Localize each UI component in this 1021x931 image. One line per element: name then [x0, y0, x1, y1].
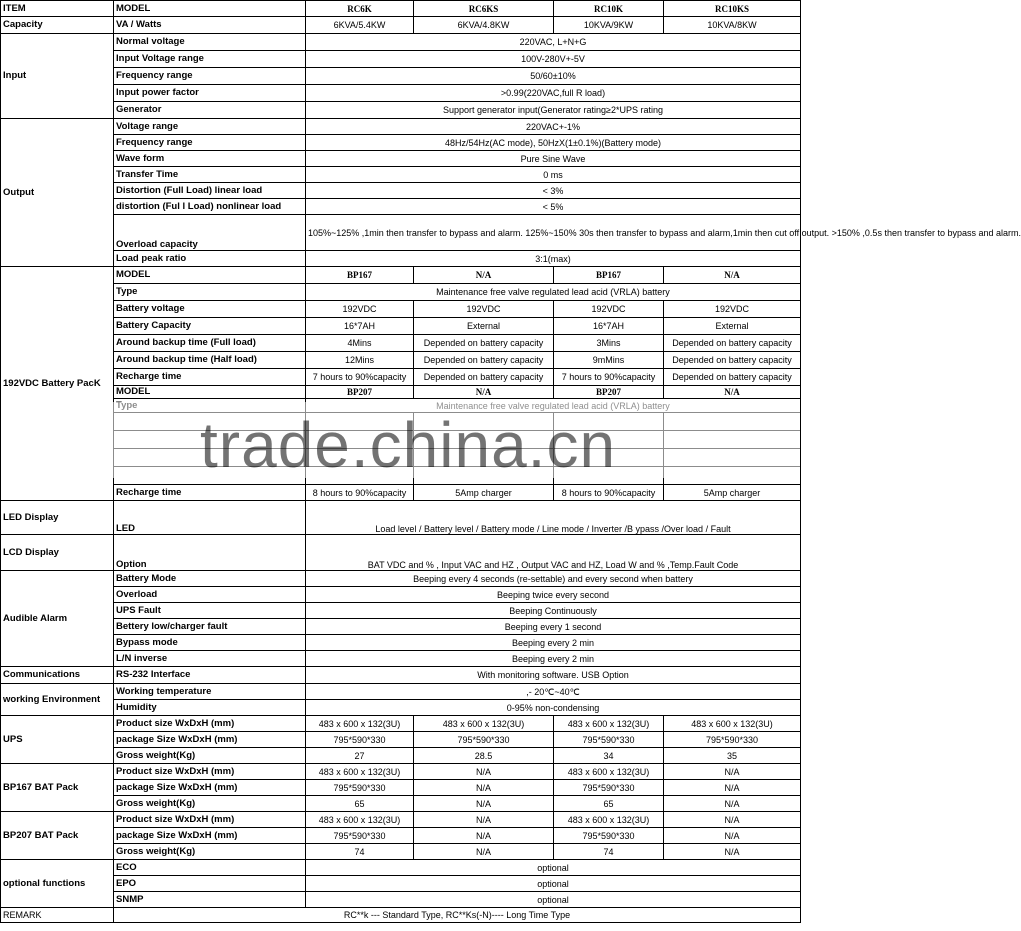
item-header: ITEM — [1, 1, 114, 17]
spec-value: Depended on battery capacity — [414, 335, 554, 352]
table-row — [1, 635, 801, 651]
table-row — [1, 301, 801, 318]
table-row — [1, 700, 801, 716]
category-label: Capacity — [1, 17, 114, 34]
spec-value: 10KVA/9KW — [554, 17, 664, 34]
spec-value: N/A — [414, 796, 554, 812]
table-row — [1, 667, 801, 684]
item-label: Wave form — [114, 151, 306, 167]
spec-value: 100V-280V+-5V — [306, 51, 801, 68]
item-label: Load peak ratio — [114, 251, 306, 267]
spec-value: < 5% — [306, 199, 801, 215]
model-name: RC6K — [306, 1, 414, 17]
spec-value: N/A — [414, 844, 554, 860]
item-label: Distortion (Full Load) linear load — [114, 183, 306, 199]
table-row — [1, 386, 801, 399]
spec-value: Depended on battery capacity — [664, 352, 801, 369]
spec-value: 12Mins — [306, 352, 414, 369]
item-label: Gross weight(Kg) — [114, 844, 306, 860]
table-row — [1, 535, 801, 571]
table-row — [1, 603, 801, 619]
category-label: working Environment — [1, 684, 114, 716]
table-row — [1, 796, 801, 812]
spec-value: N/A — [414, 386, 554, 399]
spec-value: N/A — [664, 267, 801, 284]
table-row — [1, 619, 801, 635]
remark-value: RC**k --- Standard Type, RC**Ks(-N)---- Long Time Type — [114, 908, 801, 923]
table-row — [1, 892, 801, 908]
spec-value: BP167 — [306, 267, 414, 284]
item-label: MODEL — [114, 267, 306, 284]
spec-value: N/A — [414, 780, 554, 796]
table-row — [1, 251, 801, 267]
spec-value: Maintenance free valve regulated lead acid (VRLA) battery — [306, 284, 801, 301]
spec-value: 5Amp charger — [664, 485, 801, 501]
table-row — [1, 318, 801, 335]
spec-value: 795*590*330 — [306, 780, 414, 796]
spec-value: 35 — [664, 748, 801, 764]
spec-value: 0 ms — [306, 167, 801, 183]
table-row — [1, 780, 801, 796]
item-label: UPS Fault — [114, 603, 306, 619]
spec-value: 795*590*330 — [664, 732, 801, 748]
spec-value: Beeping every 2 min — [306, 651, 801, 667]
item-label: Humidity — [114, 700, 306, 716]
table-row — [1, 102, 801, 119]
item-label: LED — [114, 501, 306, 535]
spec-value: 74 — [554, 844, 664, 860]
item-label: Generator — [114, 102, 306, 119]
spec-value: 65 — [306, 796, 414, 812]
item-label: Battery Capacity — [114, 318, 306, 335]
remark-label: REMARK — [1, 908, 114, 923]
item-label: package Size WxDxH (mm) — [114, 732, 306, 748]
spec-value: N/A — [664, 386, 801, 399]
category-label: LCD Display — [1, 535, 114, 571]
table-row — [1, 119, 801, 135]
spec-value: 483 x 600 x 132(3U) — [554, 812, 664, 828]
spec-value: optional — [306, 860, 801, 876]
spec-value: N/A — [664, 764, 801, 780]
item-label: Battery Mode — [114, 571, 306, 587]
spec-value: 220VAC, L+N+G — [306, 34, 801, 51]
table-row — [1, 876, 801, 892]
spec-value: 28.5 — [414, 748, 554, 764]
spec-value: Depended on battery capacity — [664, 335, 801, 352]
item-label: package Size WxDxH (mm) — [114, 828, 306, 844]
spec-value: >0.99(220VAC,full R load) — [306, 85, 801, 102]
spec-value: N/A — [414, 267, 554, 284]
spec-value: 74 — [306, 844, 414, 860]
spec-value: 192VDC — [664, 301, 801, 318]
spec-value: 0-95% non-condensing — [306, 700, 801, 716]
item-label: Input Voltage range — [114, 51, 306, 68]
item-label: EPO — [114, 876, 306, 892]
spec-value: BP207 — [306, 386, 414, 399]
spec-value: Beeping every 2 min — [306, 635, 801, 651]
spec-value: optional — [306, 876, 801, 892]
spec-value: 192VDC — [306, 301, 414, 318]
table-row — [1, 34, 801, 51]
item-label: Input power factor — [114, 85, 306, 102]
spec-value: 483 x 600 x 132(3U) — [554, 764, 664, 780]
spec-value: Pure Sine Wave — [306, 151, 801, 167]
table-row — [1, 908, 801, 923]
item-label: Recharge time — [114, 485, 306, 501]
item-label: Bettery low/charger fault — [114, 619, 306, 635]
table-row — [1, 51, 801, 68]
table-row — [1, 571, 801, 587]
spec-value: 3:1(max) — [306, 251, 801, 267]
item-label: distortion (Ful l Load) nonlinear load — [114, 199, 306, 215]
spec-value: External — [664, 318, 801, 335]
item-label: Gross weight(Kg) — [114, 796, 306, 812]
spec-value: 483 x 600 x 132(3U) — [306, 812, 414, 828]
spec-value: Beeping every 1 second — [306, 619, 801, 635]
spec-value: 10KVA/8KW — [664, 17, 801, 34]
spec-value: 483 x 600 x 132(3U) — [414, 716, 554, 732]
spec-value: BP167 — [554, 267, 664, 284]
table-row — [1, 284, 801, 301]
spec-value: 16*7AH — [306, 318, 414, 335]
model-header: MODEL — [114, 1, 306, 17]
item-label: Frequency range — [114, 135, 306, 151]
model-name: RC10K — [554, 1, 664, 17]
table-row — [1, 85, 801, 102]
spec-value: 6KVA/4.8KW — [414, 17, 554, 34]
category-label: BP207 BAT Pack — [1, 812, 114, 860]
table-row — [1, 651, 801, 667]
spec-value: 483 x 600 x 132(3U) — [306, 716, 414, 732]
table-row — [1, 812, 801, 828]
spec-value: 9mMins — [554, 352, 664, 369]
table-row — [1, 135, 801, 151]
spec-value: 105%~125% ,1min then transfer to bypass and alarm. 125%~150% 30s then transfer to bypass and alarm,1min then cut off output. >150% ,0.5s then transfer to bypass and alarm. — [306, 215, 801, 251]
item-label: Product size WxDxH (mm) — [114, 812, 306, 828]
item-label: Around backup time (Full load) — [114, 335, 306, 352]
spec-value: With monitoring software. USB Option — [306, 667, 801, 684]
category-label: 192VDC Battery PacK — [1, 267, 114, 501]
table-row — [1, 485, 801, 501]
category-label: Audible Alarm — [1, 571, 114, 667]
spec-value: 795*590*330 — [414, 732, 554, 748]
spec-value: 483 x 600 x 132(3U) — [306, 764, 414, 780]
spec-value: Support generator input(Generator rating≥2*UPS rating — [306, 102, 801, 119]
spec-value: 65 — [554, 796, 664, 812]
category-label: LED Display — [1, 501, 114, 535]
spec-value: Beeping Continuously — [306, 603, 801, 619]
spec-value: 3Mins — [554, 335, 664, 352]
table-row — [1, 369, 801, 386]
table-row — [1, 68, 801, 85]
table-row — [1, 267, 801, 284]
spec-value: Beeping twice every second — [306, 587, 801, 603]
table-row — [1, 860, 801, 876]
category-label: BP167 BAT Pack — [1, 764, 114, 812]
item-label: Gross weight(Kg) — [114, 748, 306, 764]
spec-value: N/A — [664, 812, 801, 828]
spec-value: 220VAC+-1% — [306, 119, 801, 135]
category-label: Output — [1, 119, 114, 267]
category-label: UPS — [1, 716, 114, 764]
table-row — [1, 167, 801, 183]
item-label: Overload capacity — [114, 215, 306, 251]
item-label: L/N inverse — [114, 651, 306, 667]
spec-value: 192VDC — [414, 301, 554, 318]
table-row — [1, 716, 801, 732]
table-row — [1, 199, 801, 215]
spec-value: 795*590*330 — [554, 828, 664, 844]
item-label: Normal voltage — [114, 34, 306, 51]
item-label: Battery voltage — [114, 301, 306, 318]
item-label: Recharge time — [114, 369, 306, 386]
model-name: RC10KS — [664, 1, 801, 17]
item-label: Overload — [114, 587, 306, 603]
item-label: Option — [114, 535, 306, 571]
item-label: Frequency range — [114, 68, 306, 85]
item-label: package Size WxDxH (mm) — [114, 780, 306, 796]
spec-value: 48Hz/54Hz(AC mode), 50HzX(1±0.1%)(Battery mode) — [306, 135, 801, 151]
item-label: Product size WxDxH (mm) — [114, 716, 306, 732]
spec-value: Depended on battery capacity — [414, 369, 554, 386]
spec-value: Depended on battery capacity — [414, 352, 554, 369]
spec-value: N/A — [664, 780, 801, 796]
item-label: Product size WxDxH (mm) — [114, 764, 306, 780]
spec-value: 7 hours to 90%capacity — [554, 369, 664, 386]
item-label: ECO — [114, 860, 306, 876]
spec-value: 27 — [306, 748, 414, 764]
table-row — [1, 844, 801, 860]
table-row — [1, 828, 801, 844]
spec-value: 483 x 600 x 132(3U) — [554, 716, 664, 732]
spec-value: N/A — [664, 796, 801, 812]
spec-value: < 3% — [306, 183, 801, 199]
table-row — [1, 684, 801, 700]
item-label: Voltage range — [114, 119, 306, 135]
spec-value: BP207 — [554, 386, 664, 399]
table-row — [1, 151, 801, 167]
spec-value: 795*590*330 — [554, 780, 664, 796]
spec-value: 50/60±10% — [306, 68, 801, 85]
spec-value: Depended on battery capacity — [664, 369, 801, 386]
spec-value: N/A — [414, 764, 554, 780]
table-row — [1, 183, 801, 199]
item-label: MODEL — [114, 386, 306, 399]
spec-value: 795*590*330 — [306, 828, 414, 844]
spec-value: 34 — [554, 748, 664, 764]
item-label: RS-232 Interface — [114, 667, 306, 684]
table-row — [1, 764, 801, 780]
spec-value: N/A — [664, 828, 801, 844]
spec-value: N/A — [664, 844, 801, 860]
spec-value: optional — [306, 892, 801, 908]
category-label: Communications — [1, 667, 114, 684]
spec-value: Load level / Battery level / Battery mode / Line mode / Inverter /B ypass /Over load / Fault — [306, 501, 801, 535]
watermark-text: trade.china.cn — [200, 409, 617, 481]
item-label: Type — [114, 284, 306, 301]
spec-value: 16*7AH — [554, 318, 664, 335]
table-row — [1, 748, 801, 764]
spec-value: 7 hours to 90%capacity — [306, 369, 414, 386]
item-label: Transfer Time — [114, 167, 306, 183]
spec-value: 5Amp charger — [414, 485, 554, 501]
spec-value: 192VDC — [554, 301, 664, 318]
spec-value: 8 hours to 90%capacity — [554, 485, 664, 501]
spec-value: Beeping every 4 seconds (re-settable) and every second when battery — [306, 571, 801, 587]
spec-value: 6KVA/5.4KW — [306, 17, 414, 34]
table-row — [1, 335, 801, 352]
spec-value: 795*590*330 — [306, 732, 414, 748]
spec-value: BAT VDC and % , Input VAC and HZ , Output VAC and HZ, Load W and % ,Temp.Fault Code — [306, 535, 801, 571]
table-row — [1, 587, 801, 603]
table-row — [1, 17, 801, 34]
table-row — [1, 501, 801, 535]
item-label: Bypass mode — [114, 635, 306, 651]
spec-value: 8 hours to 90%capacity — [306, 485, 414, 501]
spec-value: 795*590*330 — [554, 732, 664, 748]
item-label: SNMP — [114, 892, 306, 908]
category-label: Input — [1, 34, 114, 119]
spec-value: ,- 20℃~40℃ — [306, 684, 801, 700]
category-label: optional functions — [1, 860, 114, 908]
table-row — [1, 732, 801, 748]
item-label: Working temperature — [114, 684, 306, 700]
table-row — [1, 1, 801, 17]
spec-value: External — [414, 318, 554, 335]
spec-value: 4Mins — [306, 335, 414, 352]
table-row — [1, 352, 801, 369]
spec-value: 483 x 600 x 132(3U) — [664, 716, 801, 732]
spec-value: N/A — [414, 812, 554, 828]
table-row — [1, 215, 801, 251]
item-label: VA / Watts — [114, 17, 306, 34]
spec-value: N/A — [414, 828, 554, 844]
model-name: RC6KS — [414, 1, 554, 17]
item-label: Around backup time (Half load) — [114, 352, 306, 369]
